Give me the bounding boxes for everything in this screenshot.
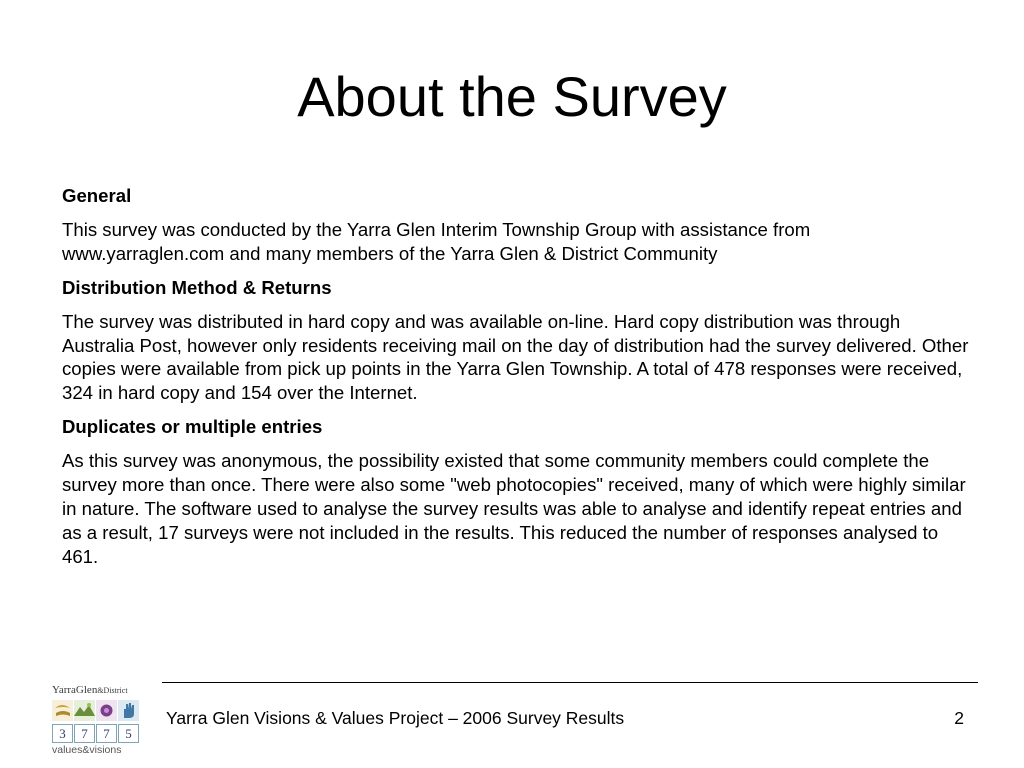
section-body-duplicates: As this survey was anonymous, the possibility existed that some community members could complete the survey more than once. There were also some "web photocopies" received, many of which were highly similar in nature. The software used to analyse the survey results was able to analyse and identify repeat entries and as a result, 17 surveys were not included in the results. This reduced the number of responses analysed to 461. — [62, 450, 966, 567]
slide-title: About the Survey — [297, 65, 727, 128]
wine-icon — [52, 700, 73, 721]
page-number: 2 — [954, 708, 964, 728]
logo-brand — [52, 684, 128, 697]
section-heading-distribution: Distribution Method & Returns — [62, 276, 332, 298]
section-heading-duplicates: Duplicates or multiple entries — [62, 416, 323, 438]
postcode-digit: 7 — [74, 724, 95, 743]
postcode-digit: 3 — [52, 724, 73, 743]
postcode-digit: 5 — [118, 724, 139, 743]
hills-icon — [74, 700, 95, 721]
slide-body — [62, 184, 972, 579]
section-body-general: This survey was conducted by the Yarra Glen Interim Township Group with assistance from www.yarraglen.com and many members of the Yarra Glen & District Community — [62, 218, 811, 264]
postcode-digit: 7 — [96, 724, 117, 743]
logo-brand-name: YarraGlen — [52, 684, 98, 696]
logo-brand-suffix: &District — [97, 686, 128, 695]
section-body-distribution: The survey was distributed in hard copy and was available on-line. Hard copy distribution was through Australia Post, however only residents receiving mail on the day of distribution had the survey delivered. Other copies were available from pick up points in the Yarra Glen Township. A total of 478 responses were received, 324 in hard copy and 154 over the Internet. — [62, 310, 969, 404]
footer-text: Yarra Glen Visions & Values Project – 2006 Survey Results — [166, 708, 625, 728]
yarra-glen-logo — [52, 684, 144, 756]
hand-icon — [118, 700, 139, 721]
logo-tagline: values&visions — [52, 744, 122, 756]
logo-postcode — [52, 724, 139, 743]
flower-icon — [96, 700, 117, 721]
section-heading-general: General — [62, 185, 132, 206]
logo-icons — [52, 700, 139, 721]
footer-divider — [162, 682, 978, 683]
